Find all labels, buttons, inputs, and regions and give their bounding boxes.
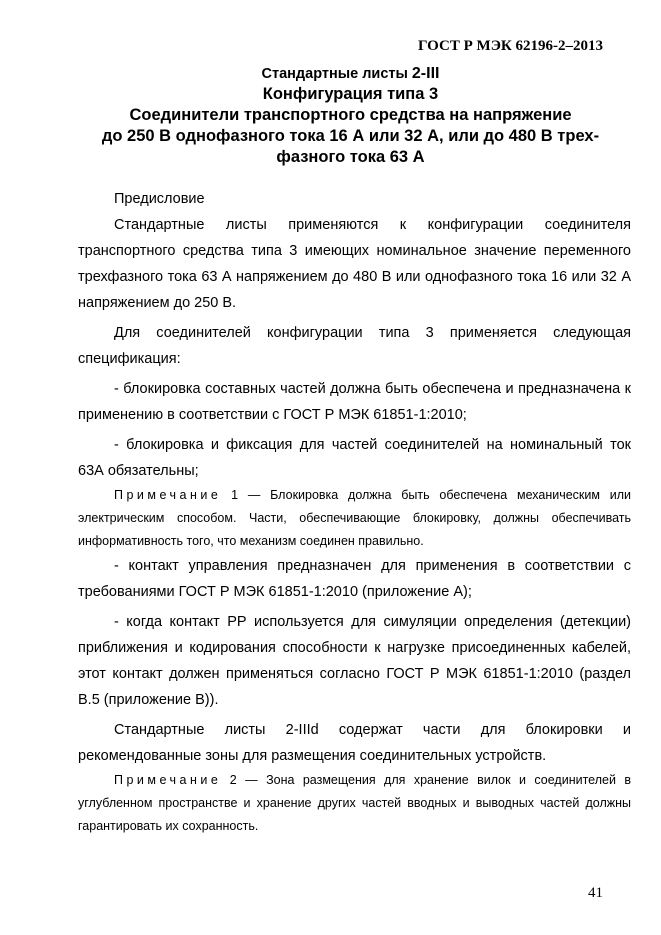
title-block	[20, 64, 661, 168]
paragraph-3: Стандартные листы 2-IIId содержат части для блокировки и рекомендованные зоны для размещения соединительных устройств.	[78, 722, 631, 764]
paragraph-1: Стандартные листы применяются к конфигурации соединителя транспортного средства типа 3 имеющих номинальное значение переменного трехфазного тока 63 А напряжением до 480 В или однофазного тока 16 или 32 А напряжением до 250 В.	[78, 217, 631, 311]
preface-heading: Предисловие	[114, 191, 205, 207]
title-line-3: Соединители транспортного средства на напряжение	[129, 106, 572, 124]
paragraph-2: Для соединителей конфигурации типа 3 применяется следующая спецификация:	[78, 325, 631, 367]
document-standard-header: ГОСТ Р МЭК 62196-2–2013	[418, 38, 603, 54]
note-1-label: Примечание	[114, 488, 222, 502]
title-line-1	[20, 64, 661, 84]
note-2-text: 2 — Зона размещения для хранение вилок и соединителей в углубленном пространстве и хранение других частей вводных и выводных частей должны гарантировать их сохранность.	[78, 773, 631, 833]
title-line-1-suffix: 2-III	[411, 65, 440, 82]
list-item-2: - блокировка и фиксация для частей соединителей на номинальный ток 63А обязательны;	[78, 437, 631, 479]
title-line-2: Конфигурация типа 3	[262, 85, 439, 103]
list-item-1: - блокировка составных частей должна быть обеспечена и предназначена к применению в соответствии с ГОСТ Р МЭК 61851-1:2010;	[78, 381, 631, 423]
title-line-5: фазного тока 63 А	[276, 148, 425, 166]
note-1	[78, 484, 631, 553]
list-item-3: - контакт управления предназначен для применения в соответствии с требованиями ГОСТ Р МЭК 61851-1:2010 (приложение А);	[78, 558, 631, 600]
note-1-text: 1 — Блокировка должна быть обеспечена механическим или электрическим способом. Части, обеспечивающие блокировку, должны обеспечивать информативность того, что механизм соединен правильно.	[78, 488, 631, 548]
title-line-1-prefix: Стандартные листы	[261, 66, 412, 82]
note-2	[78, 769, 631, 838]
list-item-4: - когда контакт РР используется для симуляции определения (детекции) приближения и кодирования способности к нагрузке присоединенных кабелей, этот контакт должен применяться согласно ГОСТ Р МЭК 61851-1:2010 (раздел В.5 (приложение В)).	[78, 614, 631, 708]
note-2-label: Примечание	[114, 773, 222, 787]
title-line-4: до 250 В однофазного тока 16 А или 32 А, или до 480 В трех-	[101, 127, 600, 145]
document-body	[78, 186, 631, 838]
page-number: 41	[588, 885, 603, 901]
